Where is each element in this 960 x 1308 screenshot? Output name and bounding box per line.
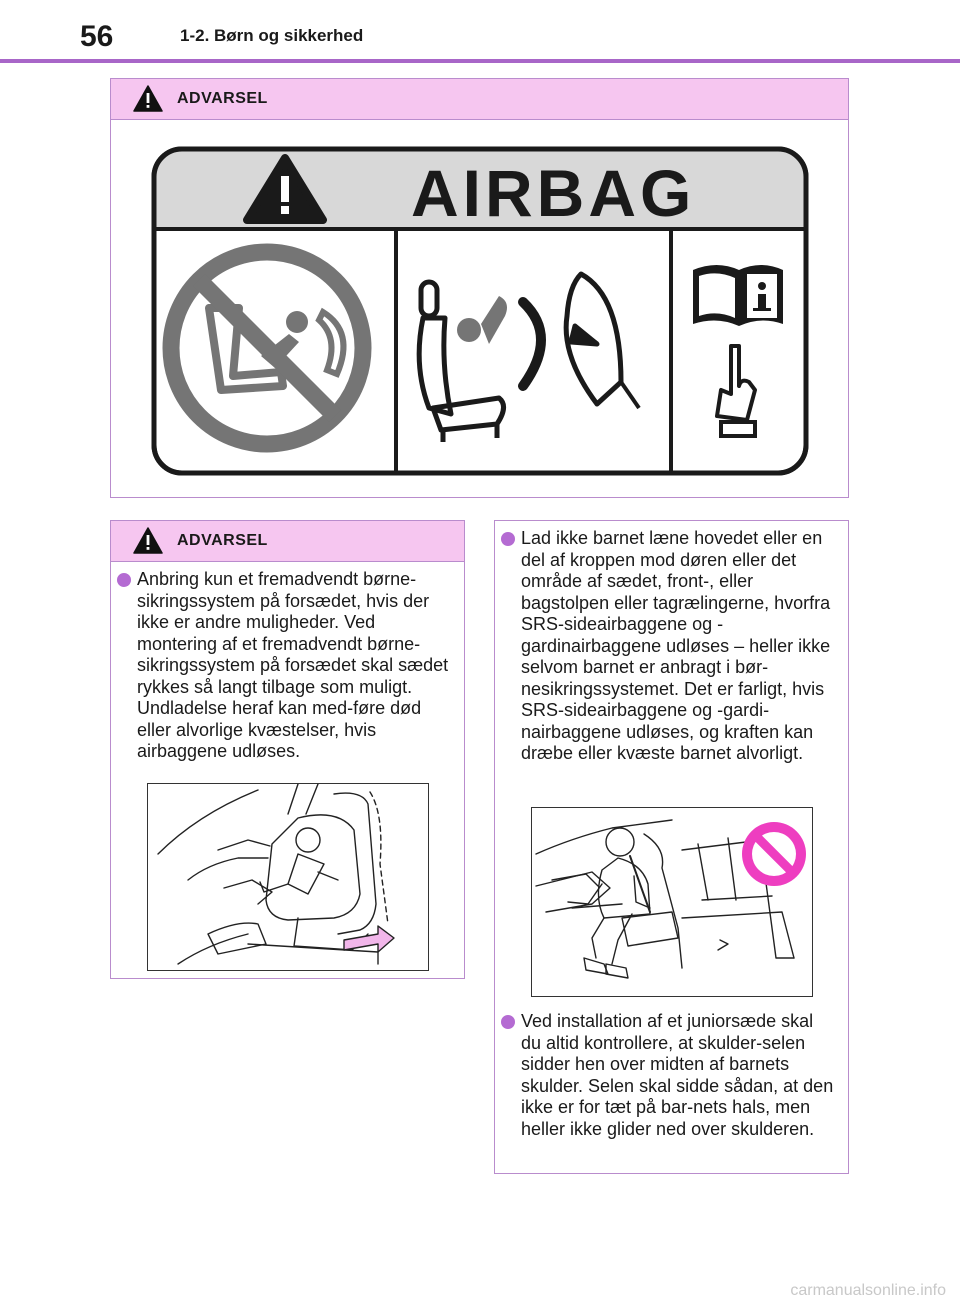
warning-header [111,79,848,120]
warning-header [111,521,464,562]
warning-paragraph [497,1011,835,1140]
warning-triangle-icon [133,527,163,554]
warning-text: Ved installation af et juniorsæde skal du altid kontrollere, at skulder-selen sidder hen over midten af barnets skulder. Selen skal sidde sådan, at den ikke er for tæt på bar-nets hals, men heller ikke glider ned over skulderen. [521,1011,834,1139]
booster-seat-illustration [531,807,813,997]
bullet-icon [501,1015,515,1029]
airbag-title: AIRBAG [411,156,696,230]
warning-box-forward-seat [110,520,465,979]
page-number: 56 [80,20,114,53]
warning-label: ADVARSEL [177,90,268,107]
header-rule [0,59,960,63]
warning-paragraph [497,528,835,765]
warning-paragraph [113,569,451,763]
warning-text: Lad ikke barnet læne hovedet eller en del af kroppen mod døren eller det område af sædet, front-, eller bagstolpen eller tagrælingerne, hvorfra SRS-sideairbaggene og -gardinairbaggene udløses – heller ikke selvom barnet er anbragt i bør-nesikringssystemet. Det er farligt, hvis SRS-sideairbaggene og -gardi-nairbaggene udløses, og kraften kan dræbe eller kvæste barnet alvorligt. [521,528,831,763]
warning-label: ADVARSEL [177,532,268,549]
warning-text: Anbring kun et fremadvendt børne-sikringssystem på forsædet, hvis der ikke er andre muligheder. Ved montering af et fremadvendt børne-sikringssystem på forsædet skal sædet rykkes så langt tilbage som muligt. Undladelse heraf kan med-føre død eller alvorlige kvæstelser, hvis airbaggene udløses. [137,569,449,761]
warning-box-airbag [110,78,849,498]
warning-box-side-airbag [494,520,849,1174]
airbag-warning-label [151,146,809,476]
watermark: carmanualsonline.info [790,1282,946,1299]
warning-triangle-icon [133,85,163,112]
child-seat-illustration [147,783,429,971]
bullet-icon [501,532,515,546]
section-title: 1-2. Børn og sikkerhed [180,26,364,45]
bullet-icon [117,573,131,587]
